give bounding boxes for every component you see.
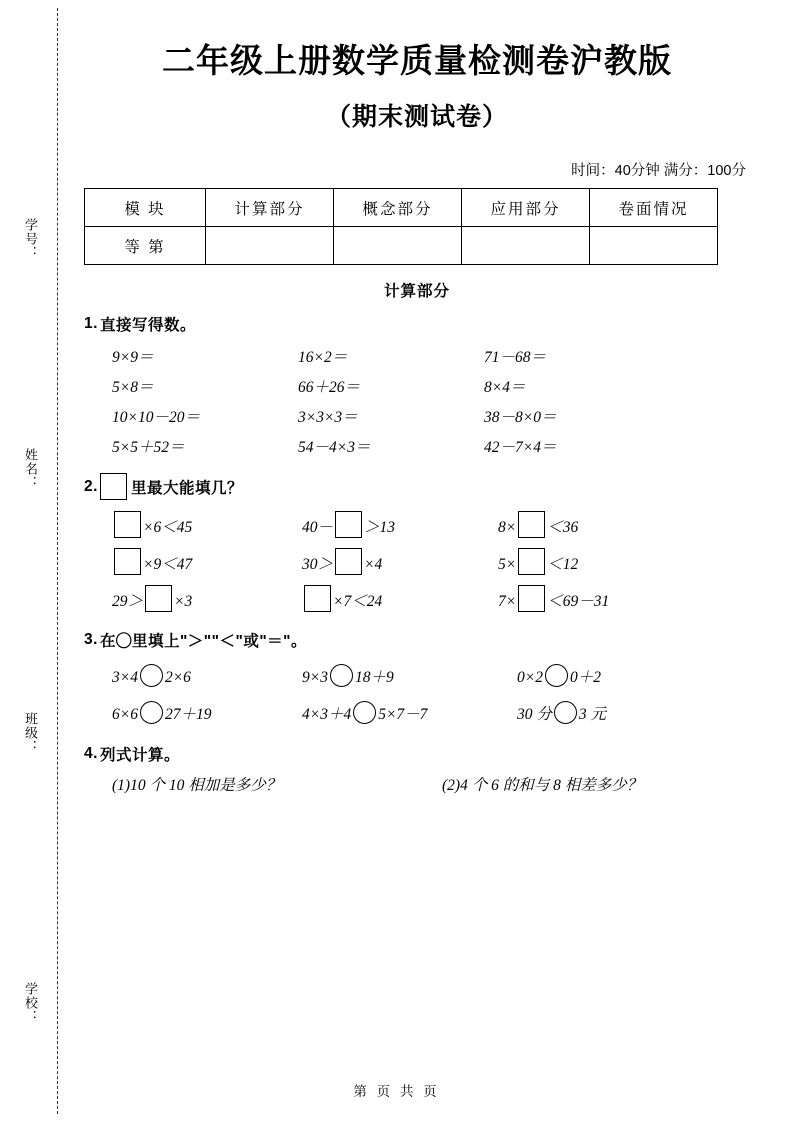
side-label-xuexiao: 学校： bbox=[23, 982, 38, 1024]
math-prefix: 0×2 bbox=[517, 669, 543, 687]
math-item bbox=[302, 664, 517, 687]
answer-circle[interactable] bbox=[554, 701, 577, 724]
answer-circle[interactable] bbox=[330, 664, 353, 687]
math-item: 5×5＋52＝ bbox=[112, 439, 185, 457]
answer-circle[interactable] bbox=[140, 664, 163, 687]
math-item bbox=[302, 548, 498, 575]
math-row bbox=[112, 506, 750, 543]
math-item: (2)4 个 6 的和与 8 相差多少？ bbox=[442, 777, 643, 795]
table-row bbox=[85, 189, 718, 227]
math-item bbox=[302, 701, 517, 724]
question-4-number: 4. bbox=[84, 745, 98, 763]
math-item bbox=[498, 548, 578, 575]
answer-box[interactable] bbox=[335, 511, 362, 538]
answer-box[interactable] bbox=[114, 511, 141, 538]
math-row bbox=[112, 543, 750, 580]
page-subtitle: （期末测试卷） bbox=[325, 103, 508, 132]
answer-box[interactable] bbox=[100, 473, 127, 500]
exam-meta: 时间：40分钟 满分：100分 bbox=[571, 163, 746, 180]
math-item: 8×4＝ bbox=[484, 379, 526, 397]
math-suffix: 2×6 bbox=[164, 669, 191, 687]
answer-box[interactable] bbox=[518, 548, 545, 575]
question-1-items bbox=[84, 341, 750, 461]
math-item bbox=[498, 511, 578, 538]
math-item: 38－8×0＝ bbox=[484, 409, 557, 427]
math-item: 54－4×3＝ bbox=[298, 439, 371, 457]
answer-circle[interactable] bbox=[545, 664, 568, 687]
question-2-title bbox=[84, 473, 750, 500]
score-table-cell: 应用部分 bbox=[462, 189, 590, 227]
math-item bbox=[517, 701, 606, 724]
math-item bbox=[112, 511, 302, 538]
math-prefix: 5× bbox=[498, 556, 517, 574]
math-suffix: 18＋9 bbox=[354, 669, 394, 687]
math-suffix: ＜69－31 bbox=[547, 593, 610, 611]
side-label-xingming: 姓名： bbox=[23, 448, 38, 490]
math-prefix: 40－ bbox=[302, 519, 334, 537]
answer-box[interactable] bbox=[518, 585, 545, 612]
math-item: 5×8＝ bbox=[112, 379, 154, 397]
side-label-banji: 班级： bbox=[23, 712, 38, 754]
side-label-xuehao: 学号： bbox=[23, 218, 38, 260]
math-item: 9×9＝ bbox=[112, 349, 154, 367]
question-2-text: 里最大能填几？ bbox=[130, 479, 243, 497]
page-footer: 第 页 共 页 bbox=[353, 1084, 440, 1099]
answer-circle[interactable] bbox=[140, 701, 163, 724]
math-row bbox=[112, 341, 750, 371]
score-table-cell: 概念部分 bbox=[334, 189, 462, 227]
math-prefix: 3×4 bbox=[112, 669, 138, 687]
page-title: 二年级上册数学质量检测卷沪教版 bbox=[162, 42, 672, 79]
math-item bbox=[302, 585, 498, 612]
document-content bbox=[84, 0, 750, 1122]
score-entry-cell[interactable] bbox=[206, 227, 334, 265]
math-row bbox=[112, 694, 750, 731]
math-prefix: 29＞ bbox=[112, 593, 144, 611]
question-4-text: 列式计算。 bbox=[99, 747, 180, 765]
question-4-title bbox=[84, 743, 750, 765]
math-item: 66＋26＝ bbox=[298, 379, 361, 397]
math-item: 16×2＝ bbox=[298, 349, 348, 367]
score-entry-cell[interactable] bbox=[334, 227, 462, 265]
math-item bbox=[498, 585, 609, 612]
math-suffix: ＜12 bbox=[547, 556, 579, 574]
answer-box[interactable] bbox=[335, 548, 362, 575]
section-heading-computation: 计算部分 bbox=[383, 283, 450, 301]
math-suffix: 3 元 bbox=[578, 706, 607, 724]
question-1-title bbox=[84, 313, 750, 335]
math-row bbox=[112, 431, 750, 461]
answer-box[interactable] bbox=[304, 585, 331, 612]
question-2-items bbox=[84, 506, 750, 617]
score-table-cell: 等 第 bbox=[85, 227, 206, 265]
score-entry-cell[interactable] bbox=[462, 227, 590, 265]
math-item: (1)10 个 10 相加是多少？ bbox=[112, 777, 282, 795]
math-suffix: ＞13 bbox=[364, 519, 396, 537]
answer-circle[interactable] bbox=[353, 701, 376, 724]
question-4-items bbox=[84, 773, 750, 795]
math-row bbox=[112, 657, 750, 694]
math-row bbox=[112, 401, 750, 431]
math-item bbox=[112, 585, 302, 612]
table-row bbox=[85, 227, 718, 265]
math-suffix: ＜36 bbox=[547, 519, 579, 537]
math-suffix: ×9＜47 bbox=[143, 556, 193, 574]
math-prefix: 9×3 bbox=[302, 669, 328, 687]
math-suffix: 27＋19 bbox=[164, 706, 212, 724]
math-item bbox=[112, 548, 302, 575]
question-3-text: 在◯里填上"＞""＜"或"＝"。 bbox=[99, 633, 308, 651]
math-row bbox=[112, 371, 750, 401]
math-item: 10×10－20＝ bbox=[112, 409, 200, 427]
math-suffix: ×3 bbox=[174, 593, 193, 611]
dashed-fold-line bbox=[57, 8, 58, 1114]
score-table-cell: 卷面情况 bbox=[590, 189, 718, 227]
math-item: 71－68＝ bbox=[484, 349, 547, 367]
math-item: 3×3×3＝ bbox=[298, 409, 358, 427]
math-prefix: 30 分 bbox=[517, 706, 552, 724]
question-1-text: 直接写得数。 bbox=[99, 317, 196, 335]
math-prefix: 8× bbox=[498, 519, 517, 537]
math-suffix: 5×7－7 bbox=[378, 706, 428, 724]
math-item: 42－7×4＝ bbox=[484, 439, 557, 457]
math-prefix: 30＞ bbox=[302, 556, 334, 574]
score-table-cell: 模 块 bbox=[85, 189, 206, 227]
math-prefix: 6×6 bbox=[112, 706, 138, 724]
math-item bbox=[112, 701, 302, 724]
math-suffix: ×7＜24 bbox=[333, 593, 383, 611]
left-margin bbox=[0, 0, 62, 1122]
math-prefix: 4×3＋4 bbox=[302, 706, 352, 724]
math-suffix: ×6＜45 bbox=[143, 519, 193, 537]
math-item bbox=[302, 511, 498, 538]
question-3-number: 3. bbox=[84, 631, 98, 649]
score-table bbox=[84, 188, 718, 265]
answer-box[interactable] bbox=[145, 585, 172, 612]
question-2-number: 2. bbox=[84, 477, 98, 495]
question-3-title bbox=[84, 629, 750, 651]
question-3-items bbox=[84, 657, 750, 731]
answer-box[interactable] bbox=[114, 548, 141, 575]
math-item bbox=[517, 664, 601, 687]
math-suffix: ×4 bbox=[364, 556, 383, 574]
score-table-cell: 计算部分 bbox=[206, 189, 334, 227]
math-prefix: 7× bbox=[498, 593, 517, 611]
answer-box[interactable] bbox=[518, 511, 545, 538]
math-row bbox=[112, 580, 750, 617]
math-suffix: 0＋2 bbox=[569, 669, 601, 687]
math-item bbox=[112, 664, 302, 687]
score-entry-cell[interactable] bbox=[590, 227, 718, 265]
question-1-number: 1. bbox=[84, 315, 98, 333]
